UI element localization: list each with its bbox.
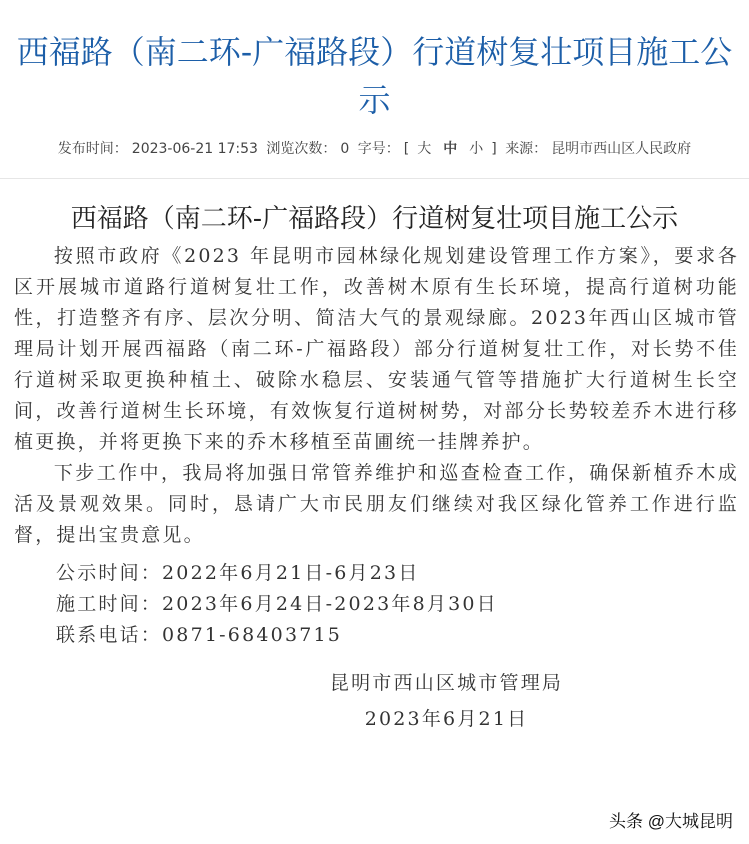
info-label: 公示时间： bbox=[56, 562, 163, 584]
info-row-publicity bbox=[56, 558, 739, 589]
signature-block bbox=[154, 665, 739, 737]
info-value: 2023年6月24日-2023年8月30日 bbox=[162, 593, 498, 615]
paragraph: 下步工作中，我局将加强日常管养维护和巡查检查工作，确保新植乔木成活及景观效果。同时，恳请广大市民朋友们继续对我区绿化管养工作进行监督，提出宝贵意见。 bbox=[14, 462, 739, 546]
article-body bbox=[14, 241, 739, 737]
divider bbox=[0, 178, 749, 179]
publish-time: 2023-06-21 17:53 bbox=[131, 141, 258, 157]
views-label: 浏览次数： bbox=[266, 141, 337, 157]
bracket-open: [ bbox=[403, 141, 410, 157]
article-meta bbox=[0, 138, 749, 158]
source: 昆明市西山区人民政府 bbox=[551, 141, 692, 157]
notice-info bbox=[56, 558, 739, 651]
article-title: 西福路（南二环-广福路段）行道树复壮项目施工公示 bbox=[70, 204, 679, 234]
signature: 昆明市西山区城市管理局 bbox=[329, 672, 564, 694]
fontsize-label: 字号： bbox=[357, 141, 400, 157]
publish-label: 发布时间： bbox=[57, 141, 128, 157]
info-row-construction bbox=[56, 589, 739, 620]
sign-date: 2023年6月21日 bbox=[364, 708, 529, 730]
font-size-small[interactable]: 小 bbox=[469, 141, 484, 157]
source-label: 来源： bbox=[505, 141, 548, 157]
bracket-close: ] bbox=[491, 141, 497, 157]
page-title: 西福路（南二环-广福路段）行道树复壮项目施工公示 bbox=[16, 33, 733, 119]
paragraph: 按照市政府《2023 年昆明市园林绿化规划建设管理工作方案》，要求各区开展城市道路行道树复壮工作，改善树木原有生长环境，提高行道树功能性，打造整齐有序、层次分明、简洁大气的景观绿廊。2023年西山区城市管理局计划开展西福路（南二环-广福路段）部分行道树复壮工作，对长势不佳行道树采取更换种植土、破除水稳层、安装通气管等措施扩大行道树生长空间，改善行道树生长环境，有效恢复行道树树势，对部分长势较差乔木进行移植更换，并将更换下来的乔木移植至苗圃统一挂牌养护。 bbox=[14, 245, 739, 453]
info-label: 施工时间： bbox=[56, 593, 163, 615]
info-value: 2022年6月21日-6月23日 bbox=[162, 562, 420, 584]
watermark: 头条 @大城昆明 bbox=[609, 812, 733, 831]
info-row-phone bbox=[56, 620, 739, 651]
info-label: 联系电话： bbox=[56, 624, 163, 646]
font-size-large[interactable]: 大 bbox=[417, 141, 432, 157]
font-size-medium[interactable]: 中 bbox=[443, 141, 458, 157]
info-value: 0871-68403715 bbox=[162, 624, 343, 646]
views-count: 0 bbox=[340, 141, 350, 157]
